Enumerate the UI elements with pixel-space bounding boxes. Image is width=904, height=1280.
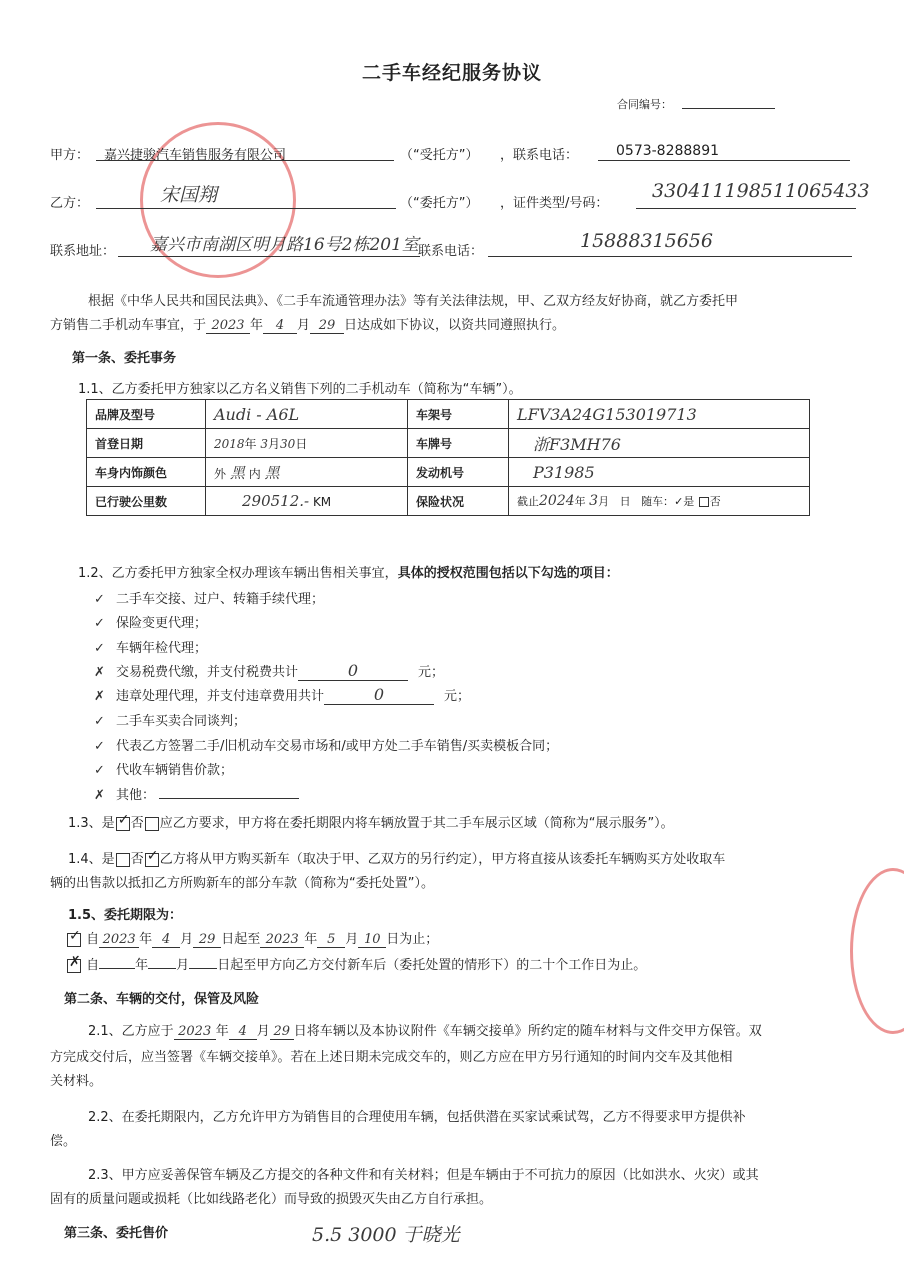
party-a-label: 甲方：: [50, 148, 90, 163]
contract-number-line: [682, 108, 775, 109]
p1-from-end: 日起至: [221, 932, 261, 947]
s21-day: 29: [270, 1024, 294, 1040]
document-title: 二手车经纪服务协议: [361, 62, 542, 84]
p2-text: 日起至甲方向乙方交付新车后（委托处置的情形下）的二十个工作日为止。: [217, 958, 647, 973]
section-2-1: [88, 1020, 762, 1040]
section-2-1-line-3: 关材料。: [50, 1074, 103, 1089]
intro-text-a: 方销售二手机动车事宜，于: [50, 318, 207, 333]
section-2-2: 2.2、在委托期限内，乙方允许甲方为销售目的合理使用车辆，包括供潜在买家试乘试驾，乙方不得要求甲方提供补: [88, 1110, 746, 1125]
p1-month-unit-1: 月: [180, 932, 194, 947]
reg-day: 30: [280, 436, 296, 451]
s13-yes-label: 1.3、是: [68, 816, 115, 831]
section-1-4-cont: 辆的出售款以抵扣乙方所购新车的部分车款（简称为“委托处置”）。: [50, 876, 434, 891]
p2-from: 自: [86, 958, 100, 973]
list-item: [94, 685, 470, 705]
table-row: [87, 487, 810, 516]
p1-day-2: 10: [358, 932, 386, 948]
s14-no-checkbox[interactable]: ✓: [145, 853, 159, 867]
p1-from: 自: [86, 932, 100, 947]
ins-month-unit: 月: [598, 495, 610, 508]
p1-year-unit-2: 年: [304, 932, 318, 947]
party-b-id: 330411198511065433: [652, 180, 870, 202]
reg-year: 2018: [214, 436, 245, 451]
party-b-id-line: [636, 208, 856, 209]
period-1-checkbox[interactable]: ✓: [67, 933, 81, 947]
section-2-3-line-2: 固有的质量问题或损耗（比如线路老化）而导致的损毁灭失由乙方自行承担。: [50, 1192, 493, 1207]
item-checkbox[interactable]: ✓: [94, 739, 105, 754]
ins-year-unit: 年: [574, 495, 586, 508]
intro-line-1: 根据《中华人民共和国民法典》、《二手车流通管理办法》等有关法律法规，甲、乙双方经友好协商，就乙方委托甲: [88, 294, 739, 309]
ins-month: 3: [589, 493, 599, 509]
party-b-role: （“委托方”）: [400, 196, 479, 211]
list-item: [94, 612, 207, 631]
item-label: 代收车辆销售价款；: [116, 763, 234, 778]
color-in: 黑: [264, 463, 280, 482]
p1-month-1: 4: [152, 932, 180, 948]
mileage: 290512.-: [242, 492, 310, 510]
period-2-checkbox[interactable]: ✗: [67, 959, 81, 973]
table-row: [87, 429, 810, 458]
address-line: [118, 256, 420, 257]
s13-text: 应乙方要求，甲方将在委托期限内将车辆放置于其二手车展示区域（简称为“展示服务”）。: [159, 816, 674, 831]
s21-month: 4: [229, 1024, 257, 1040]
party-b-label: 乙方：: [50, 196, 90, 211]
section-1-4: [68, 848, 725, 867]
intro-month-unit: 月: [297, 318, 311, 333]
reg-month: 3: [260, 436, 269, 451]
item-label: 车辆年检代理；: [116, 641, 208, 656]
list-item: [94, 784, 299, 803]
article-1-heading: 第一条、委托事务: [72, 351, 177, 366]
reg-month-unit: 月: [268, 436, 281, 451]
s13-no-label: 否: [130, 816, 144, 831]
item-checkbox[interactable]: ✗: [94, 665, 105, 680]
section-1-5: 1.5、委托期限为：: [68, 908, 183, 923]
mileage-unit: KM: [312, 495, 332, 509]
color-label: 车身内饰颜色: [87, 458, 206, 487]
party-b-name: 宋国翔: [160, 184, 218, 206]
party-a-phone-line: [598, 160, 850, 161]
intro-year-unit: 年: [250, 318, 264, 333]
p1-month-2: 5: [317, 932, 345, 948]
item-checkbox[interactable]: ✓: [94, 616, 105, 631]
s13-no-checkbox[interactable]: [145, 817, 159, 831]
article-3-heading: 第三条、委托售价: [64, 1226, 169, 1241]
item-label: 二手车买卖合同谈判；: [116, 714, 247, 729]
p1-year-1: 2023: [99, 932, 139, 948]
ins-yes-check[interactable]: ✓: [674, 495, 684, 508]
table-row: [87, 458, 810, 487]
ins-prefix: 截止: [517, 495, 539, 508]
s12-text-c: ：: [605, 566, 619, 581]
item-amount: 0: [324, 685, 434, 705]
item-label: 其他：: [116, 788, 156, 803]
period-option-1: [66, 928, 438, 948]
intro-text-b: 日达成如下协议，以资共同遵照执行。: [344, 318, 566, 333]
insurance-label: 保险状况: [408, 487, 509, 516]
period-option-2: [66, 954, 646, 973]
s21-year: 2023: [174, 1024, 216, 1040]
mileage-value: [206, 487, 408, 516]
item-amount: 0: [298, 661, 408, 681]
brand-value: Audi - A6L: [206, 400, 408, 429]
company-seal-partial: [850, 868, 904, 1034]
reg-year-unit: 年: [244, 436, 257, 451]
section-2-3: 2.3、甲方应妥善保管车辆及乙方提交的各种文件和有关材料；但是车辆由于不可抗力的原因（比如洪水、火灾）或其: [88, 1168, 759, 1183]
list-item: [94, 588, 324, 607]
s14-text: 乙方将从甲方购买新车（取决于甲、乙双方的另行约定），甲方将直接从该委托车辆购买方处收取车: [159, 852, 726, 867]
s21-text-a: 2.1、乙方应于: [88, 1024, 174, 1039]
s12-text-a: 1.2、乙方委托甲方独家全权办理该车辆出售相关事宜，: [78, 566, 398, 581]
p1-year-2: 2023: [260, 932, 304, 948]
party-b-phone: 15888315656: [580, 230, 713, 252]
item-checkbox[interactable]: ✓: [94, 641, 105, 656]
party-b-address: 嘉兴市南湖区明月路16号2栋201室: [150, 235, 419, 255]
reg-date-label: 首登日期: [87, 429, 206, 458]
party-b-phone-line: [488, 256, 852, 257]
item-label: 交易税费代缴，并支付税费共计: [116, 665, 299, 680]
item-unit: 元；: [444, 689, 471, 704]
table-row: [87, 400, 810, 429]
color-out-label: 外: [214, 466, 227, 481]
ins-follow-label: 随车：: [641, 495, 675, 508]
ins-no-label: 否: [709, 495, 721, 508]
s14-no-label: 否: [130, 852, 144, 867]
list-item: [94, 661, 444, 681]
article-2-heading: 第二条、车辆的交付，保管及风险: [64, 992, 260, 1007]
party-a-role: （“受托方”）: [400, 148, 479, 163]
ins-no-checkbox[interactable]: [699, 497, 709, 507]
intro-year: 2023: [206, 318, 250, 334]
list-item: [94, 735, 558, 754]
item-label: 二手车交接、过户、转籍手续代理；: [116, 592, 325, 607]
contract-number-label: 合同编号：: [617, 98, 672, 111]
intro-day: 29: [310, 318, 344, 334]
item-checkbox[interactable]: ✓: [94, 763, 105, 778]
ins-yes-label: 是: [683, 495, 695, 508]
plate-value: 浙F3MH76: [509, 429, 810, 458]
list-item: [94, 710, 246, 729]
p1-year-unit-1: 年: [139, 932, 153, 947]
item-label: 违章处理代理，并支付违章费用共计: [116, 689, 325, 704]
vin-label: 车架号: [408, 400, 509, 429]
brand-label: 品牌及型号: [87, 400, 206, 429]
p2-year-blank[interactable]: [99, 968, 135, 969]
color-out: 黑: [229, 463, 245, 482]
vehicle-info-table: [86, 399, 810, 516]
insurance-value: [509, 487, 810, 516]
s12-text-b: 具体的授权范围包括以下勾选的项目: [397, 566, 606, 581]
ins-year: 2024: [539, 493, 575, 509]
party-b-id-label: ，证件类型/号码：: [500, 196, 609, 211]
p2-month-blank[interactable]: [148, 968, 176, 969]
intro-month: 4: [263, 318, 297, 334]
section-1-1: 1.1、乙方委托甲方独家以乙方名义销售下列的二手机动车（简称为“车辆”）。: [78, 382, 522, 397]
item-unit: 元；: [418, 665, 445, 680]
item-checkbox[interactable]: ✗: [94, 788, 105, 803]
reg-day-unit: 日: [295, 436, 308, 451]
section-2-1-line-2: 方完成交付后，应当签署《车辆交接单》。若在上述日期未完成交车的，则乙方应在甲方另行通知的时间内交车及其他相: [50, 1050, 733, 1065]
p1-month-unit-2: 月: [345, 932, 359, 947]
item-label: 代表乙方签署二手/旧机动车交易市场和/或甲方处二手车销售/买卖模板合同；: [116, 739, 559, 754]
party-a-name-line: [96, 160, 394, 161]
s21-year-unit: 年: [215, 1024, 229, 1039]
article-3-handwritten-note: 5.5 3000 于晓光: [312, 1224, 460, 1246]
section-2-2-line-2: 偿。: [50, 1134, 77, 1149]
engine-value: P31985: [509, 458, 810, 487]
party-b-phone-label: 联系电话：: [418, 244, 484, 259]
section-1-3: [68, 812, 674, 831]
ins-day-unit: 日: [619, 495, 631, 508]
s21-text-b: 日将车辆以及本协议附件《车辆交接单》所约定的随车材料与文件交甲方保管。双: [293, 1024, 762, 1039]
address-label: 联系地址：: [50, 244, 116, 259]
list-item: [94, 759, 233, 778]
item-checkbox[interactable]: ✓: [94, 592, 105, 607]
mileage-label: 已行驶公里数: [87, 487, 206, 516]
s21-month-unit: 月: [256, 1024, 270, 1039]
party-a-phone: 0573-8288891: [616, 143, 720, 159]
color-value: [206, 458, 408, 487]
other-blank[interactable]: [159, 798, 299, 799]
p2-day-blank[interactable]: [189, 968, 217, 969]
section-1-2: [78, 562, 619, 581]
p1-day-1: 29: [193, 932, 221, 948]
item-label: 保险变更代理；: [116, 616, 208, 631]
p2-month-unit: 月: [176, 958, 190, 973]
item-checkbox[interactable]: ✓: [94, 714, 105, 729]
item-checkbox[interactable]: ✗: [94, 689, 105, 704]
s14-yes-label: 1.4、是: [68, 852, 115, 867]
p1-until: 日为止；: [386, 932, 439, 947]
reg-date-value: [206, 429, 408, 458]
party-a-name: 嘉兴捷骏汽车销售服务有限公司: [104, 148, 287, 163]
color-in-label: 内: [248, 466, 261, 481]
party-b-name-line: [96, 208, 396, 209]
intro-line-2: [50, 314, 565, 334]
list-item: [94, 637, 207, 656]
p2-year-unit: 年: [135, 958, 149, 973]
s14-yes-checkbox[interactable]: [116, 853, 130, 867]
plate-label: 车牌号: [408, 429, 509, 458]
engine-label: 发动机号: [408, 458, 509, 487]
s13-yes-checkbox[interactable]: ✓: [116, 817, 130, 831]
party-a-phone-label: ，联系电话：: [500, 148, 579, 163]
vin-value: LFV3A24G153019713: [509, 400, 810, 429]
